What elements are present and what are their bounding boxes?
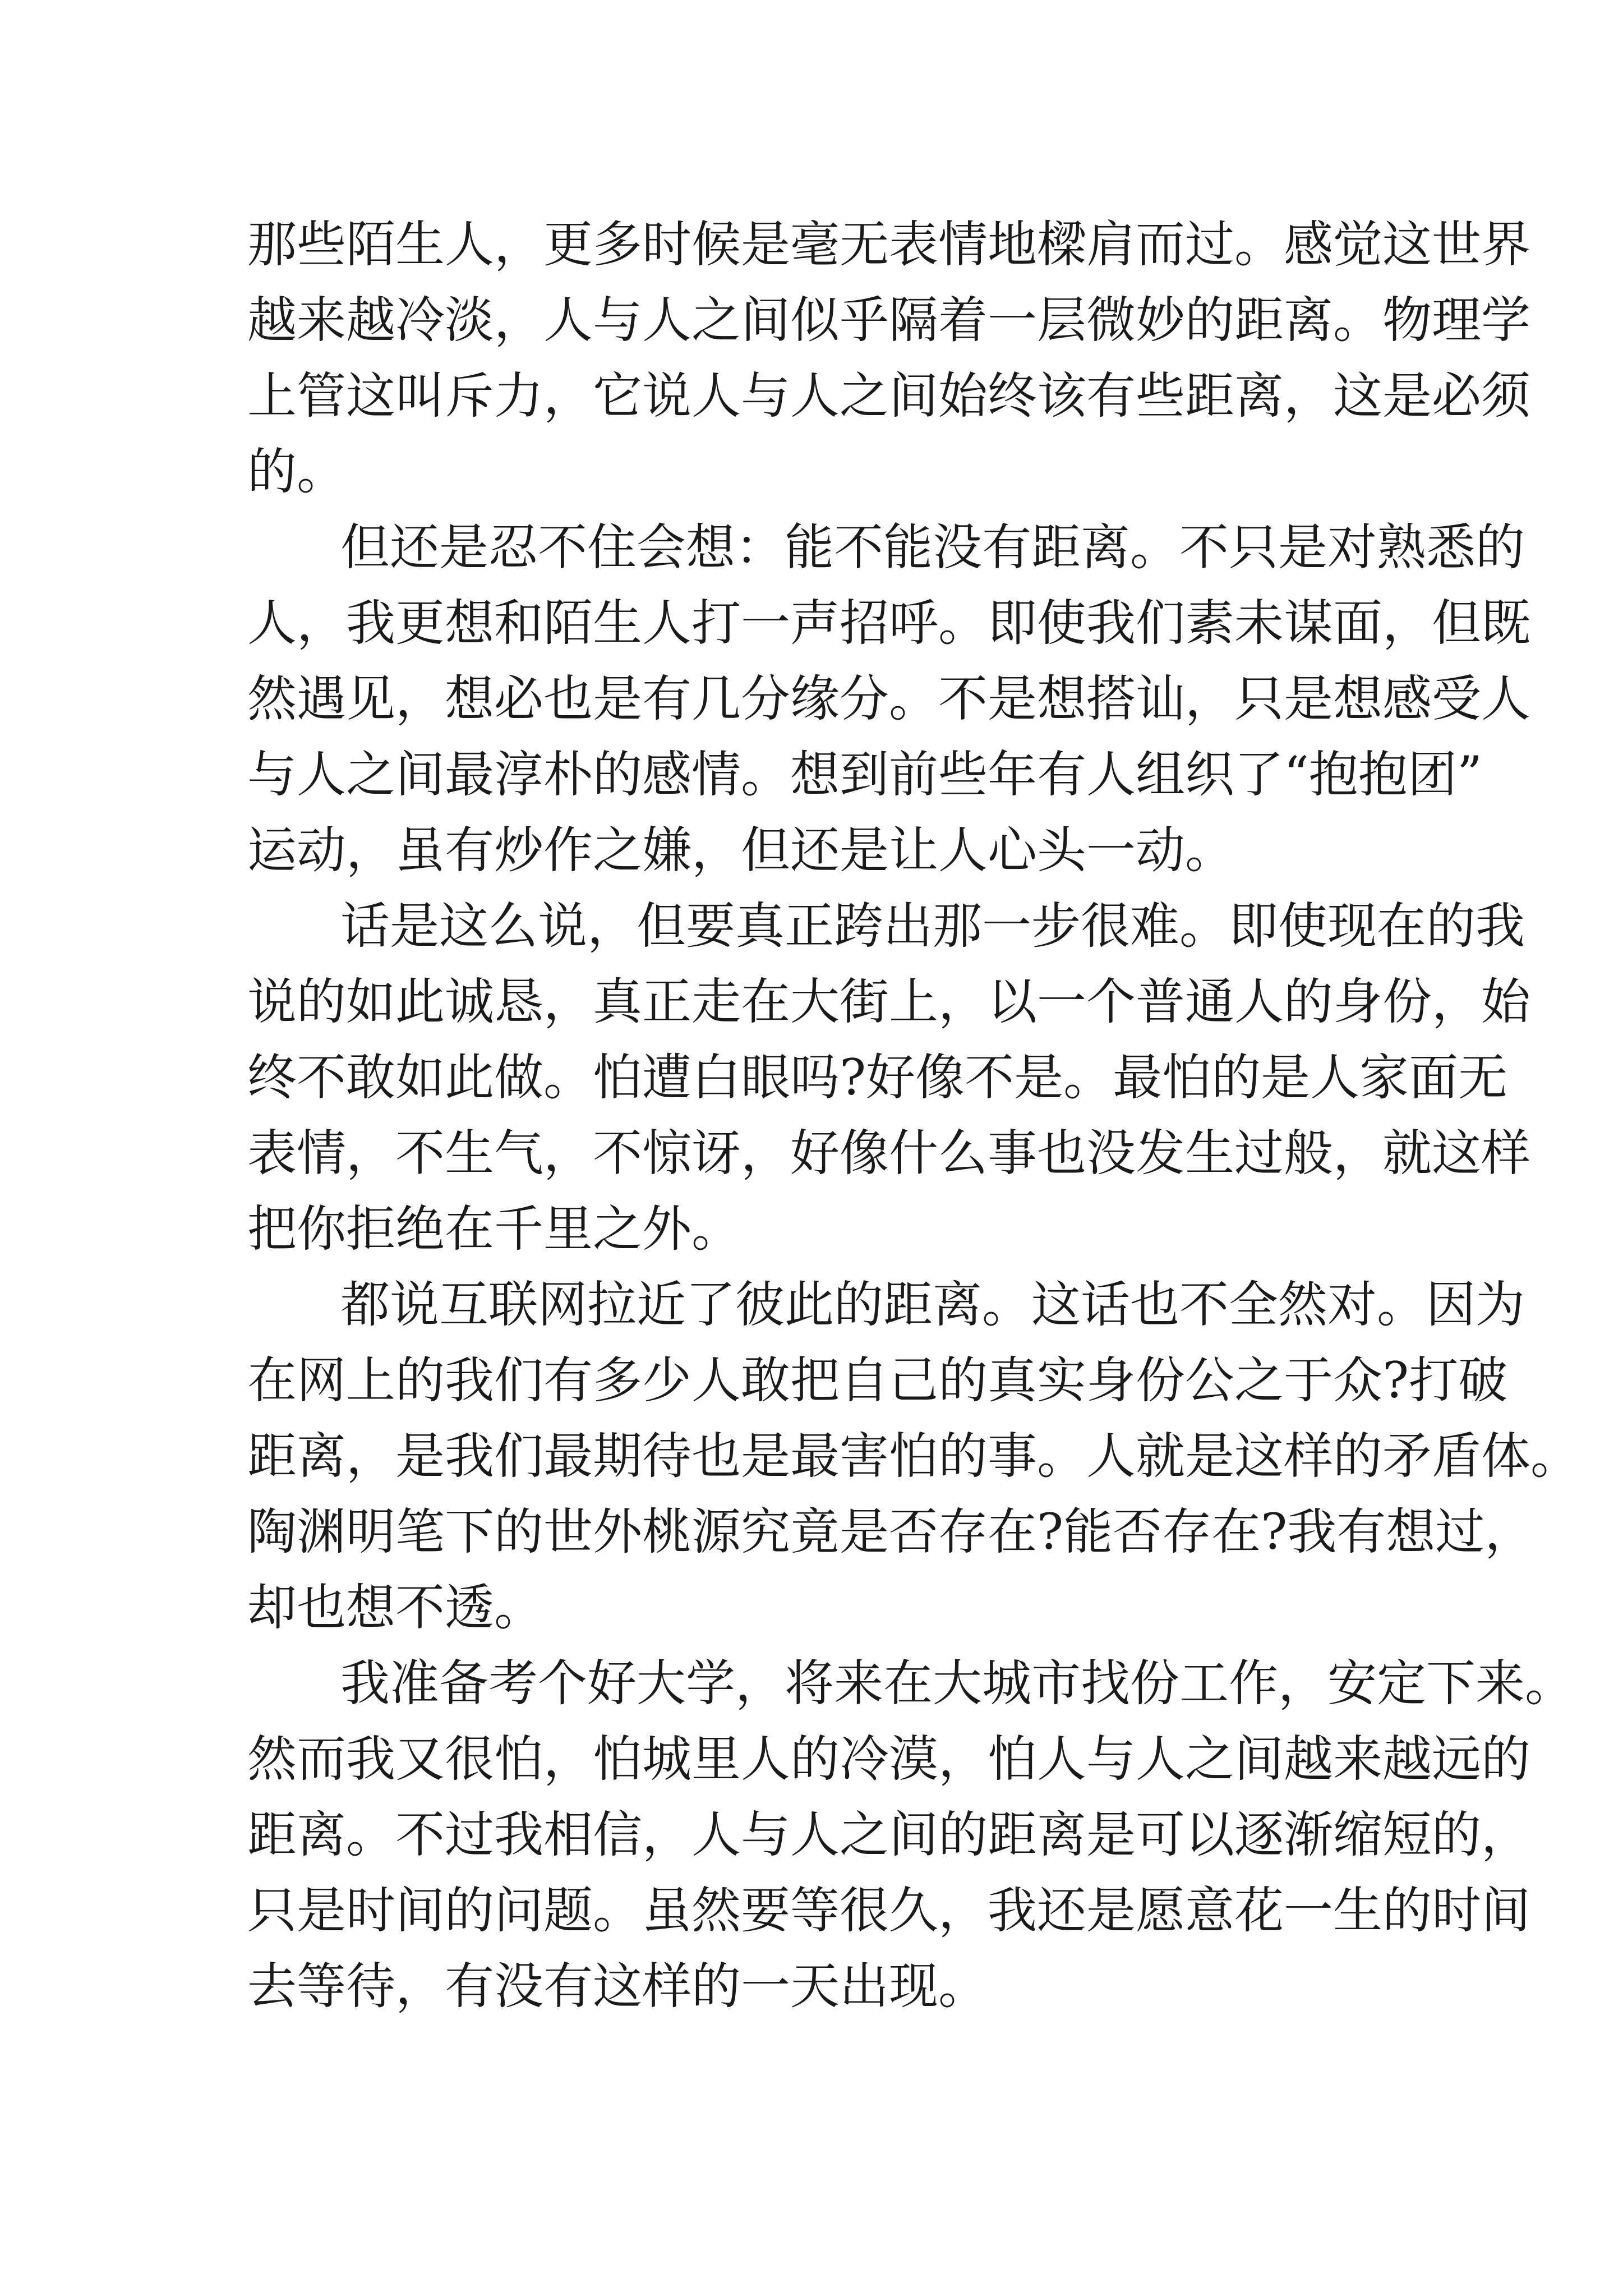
text-line: 在网上的我们有多少人敢把自己的真实身份公之于众?打破 [247, 1351, 1508, 1409]
essay-body [247, 206, 1580, 2024]
paragraph-5 [247, 1645, 1575, 2024]
text-line: 但还是忍不住会想：能不能没有距离。不只是对熟悉的 [340, 518, 1525, 576]
text-line: 说的如此诚恳，真正走在大街上，以一个普通人的身份，始 [247, 973, 1531, 1030]
text-line: 距离，是我们最期待也是最害怕的事。人就是这样的矛盾体。 [247, 1427, 1580, 1485]
paragraph-3 [247, 888, 1531, 1267]
text-line: 那些陌生人，更多时候是毫无表情地樑肩而过。感觉这世界 [247, 215, 1531, 273]
text-line: 运动，虽有炒作之嫌，但还是让人心头一动。 [247, 821, 1235, 879]
paragraph-4 [247, 1267, 1580, 1645]
text-line: 上管这叫斥力，它说人与人之间始终该有些距离，这是必须 [247, 367, 1531, 425]
text-line: 终不敢如此做。怕遭白眼吗?好像不是。最怕的是人家面无 [247, 1048, 1508, 1106]
text-line: 陶渊明笔下的世外桃源究竟是否存在?能否存在?我有想过， [247, 1503, 1534, 1561]
text-line: 的。 [247, 443, 347, 500]
text-line: 表情，不生气，不惊讶，好像什么事也没发生过般，就这样 [247, 1124, 1531, 1182]
text-line: 人，我更想和陌生人打一声招呼。即使我们素未谋面，但既 [247, 594, 1531, 652]
text-line: 去等待，有没有这样的一天出现。 [247, 1957, 988, 2015]
text-line: 只是时间的问题。虽然要等很久，我还是愿意花一生的时间 [247, 1881, 1531, 1939]
text-line: 却也想不透。 [247, 1579, 544, 1636]
text-line: 越来越冷淡，人与人之间似乎隔着一层微妙的距离。物理学 [247, 291, 1531, 349]
text-line: 都说互联网拉近了彼此的距离。这话也不全然对。因为 [340, 1276, 1525, 1333]
paragraph-1 [247, 206, 1531, 509]
text-line: 然而我又很怕，怕城里人的冷漠，怕人与人之间越来越远的 [247, 1730, 1531, 1788]
text-line: 我准备考个好大学，将来在大城市找份工作，安定下来。 [340, 1654, 1575, 1712]
text-line: 把你拒绝在千里之外。 [247, 1200, 741, 1258]
text-line: 距离。不过我相信，人与人之间的距离是可以逐渐缩短的， [247, 1806, 1531, 1864]
text-line: 话是这么说，但要真正跨出那一步很难。即使现在的我 [340, 897, 1525, 955]
text-line: 与人之间最淳朴的感情。想到前些年有人组织了“抱抱团” [247, 746, 1482, 803]
paragraph-2 [247, 509, 1531, 888]
text-line: 然遇见，想必也是有几分缘分。不是想搭讪，只是想感受人 [247, 670, 1531, 728]
